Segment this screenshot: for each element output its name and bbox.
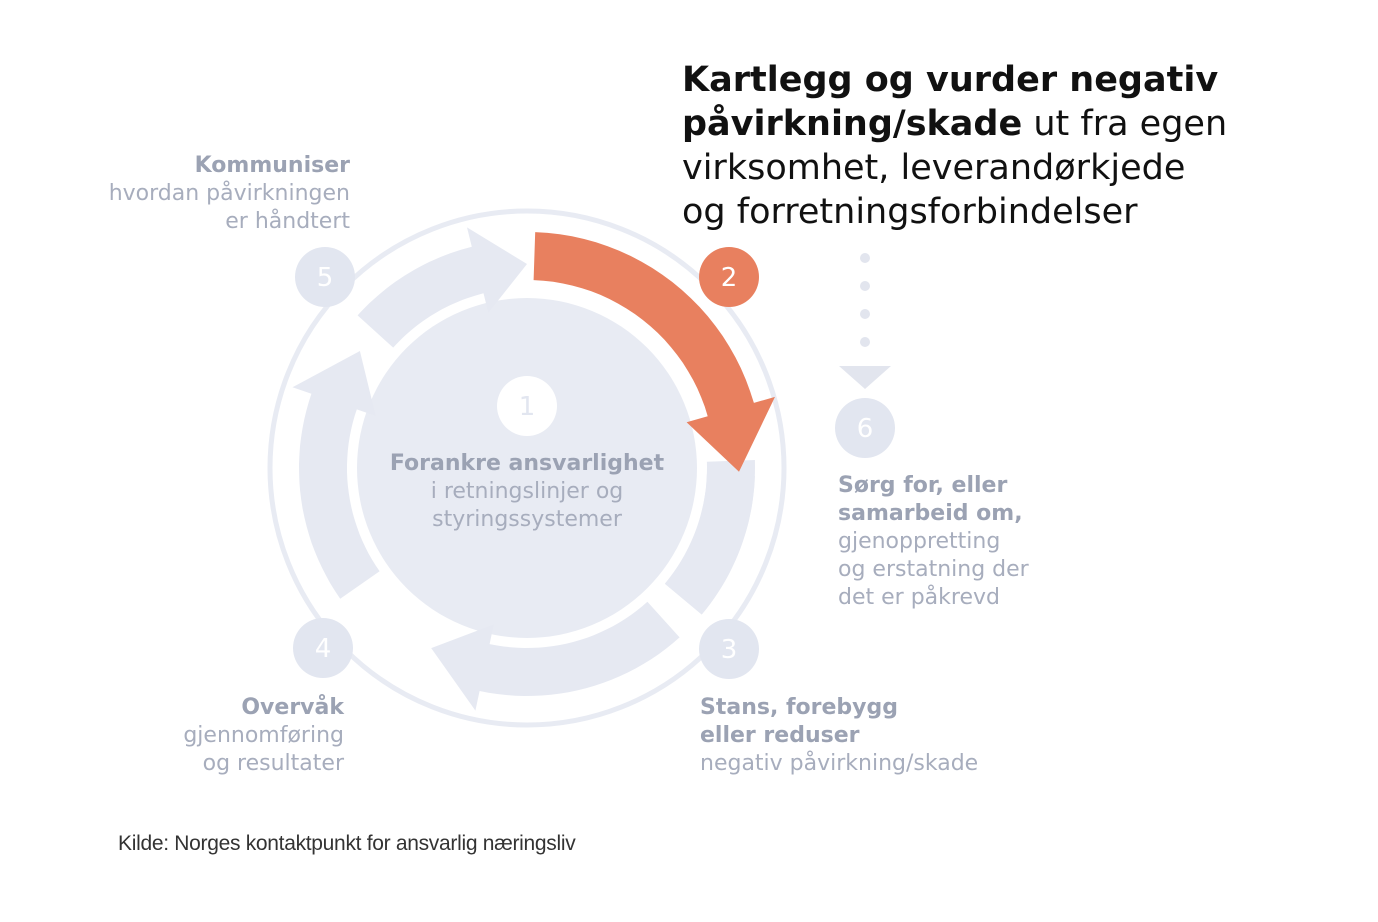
node-2 — [699, 247, 759, 307]
center-line-2: styringssystemer — [432, 507, 622, 532]
step-6-line-3: gjenoppretting — [838, 529, 1001, 554]
center-title: Forankre ansvarlighet — [389, 451, 665, 476]
step-5-title: Kommuniser — [194, 153, 350, 178]
step-2-line-4: og forretningsforbindelser — [682, 192, 1138, 232]
center-line-1: i retningslinjer og — [430, 479, 624, 504]
dotted-connector — [839, 253, 891, 389]
step-6-label — [838, 472, 1098, 612]
connector-dot — [860, 253, 870, 263]
step-2-title-line-2: påvirkning/skade — [682, 104, 1023, 144]
connector-arrowhead — [839, 366, 891, 389]
node-4-number: 4 — [314, 634, 332, 664]
step-4-title: Overvåk — [241, 695, 344, 720]
step-2-line-2 — [682, 102, 1322, 146]
step-5-line-3: er håndtert — [225, 209, 350, 234]
step-3-title-line-2: eller reduser — [700, 723, 860, 748]
step-2-rest-line-2: ut fra egen — [1022, 104, 1228, 144]
node-3 — [699, 619, 759, 679]
connector-dot — [860, 281, 870, 291]
node-5 — [295, 247, 355, 307]
step-4-line-2: gjennomføring — [183, 723, 344, 748]
node-1-number: 1 — [518, 392, 536, 422]
connector-dot — [860, 337, 870, 347]
step-2-title-line-1: Kartlegg og vurder negativ — [682, 60, 1219, 100]
center-label — [377, 450, 677, 534]
step-3-title-line-1: Stans, forebygg — [700, 695, 899, 720]
step-6-title-line-2: samarbeid om, — [838, 501, 1023, 526]
step-3-line-3: negativ påvirkning/skade — [700, 751, 979, 776]
step-2-label — [682, 58, 1322, 234]
step-6-title-line-1: Sørg for, eller — [838, 473, 1008, 498]
node-6 — [835, 398, 895, 458]
step-3-label — [700, 694, 1030, 778]
step-2-line-3: virksomhet, leverandørkjede — [682, 148, 1186, 188]
step-6-line-5: det er påkrevd — [838, 585, 1000, 610]
step-5-line-2: hvordan påvirkningen — [108, 181, 350, 206]
node-2-number: 2 — [720, 263, 738, 293]
step-4-line-3: og resultater — [202, 751, 344, 776]
connector-dot — [860, 309, 870, 319]
node-4 — [293, 618, 353, 678]
node-5-number: 5 — [316, 263, 334, 293]
node-3-number: 3 — [720, 635, 738, 665]
step-6-line-4: og erstatning der — [838, 557, 1029, 582]
source-caption: Kilde: Norges kontaktpunkt for ansvarlig næringsliv — [118, 832, 576, 855]
step-5-label — [60, 152, 350, 236]
step-4-label — [104, 694, 344, 778]
node-6-number: 6 — [856, 414, 874, 444]
node-1 — [497, 376, 557, 436]
